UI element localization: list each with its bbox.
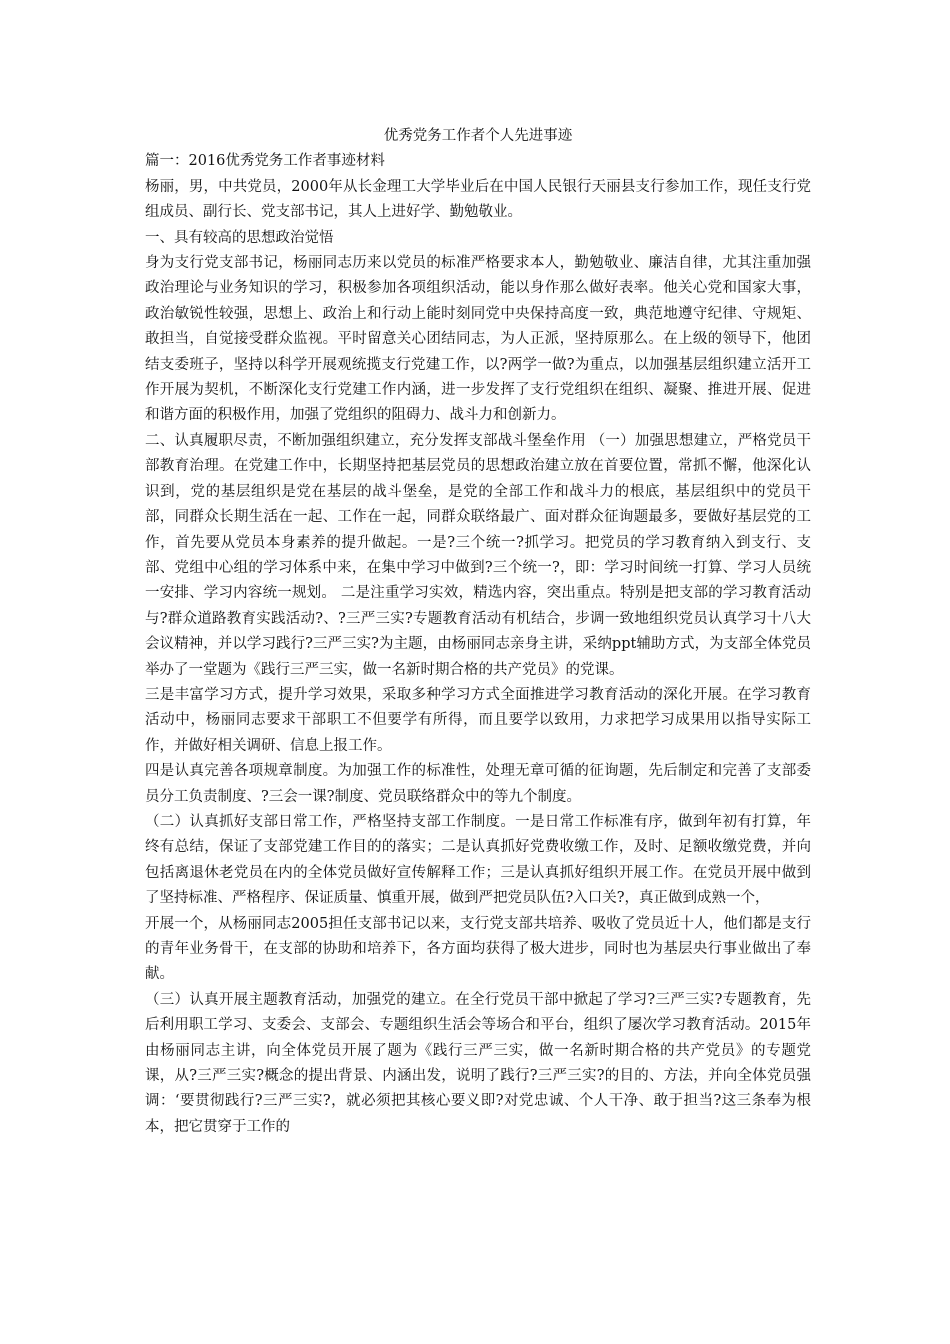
paragraph: 身为支行党支部书记，杨丽同志历来以党员的标准严格要求本人，勤勉敬业、廉洁自律，尤其注重加强政治理论与业务知识的学习，积极参加各项组织活动，能以身作那么做好表率。他关心党和国家大事，政治敏锐性较强，思想上、政治上和行动上能时刻同党中央保持高度一致，典范地遵守纪律、守规矩、敢担当，自觉接受群众监视。平时留意关心团结同志，为人正派，坚持原那么。在上级的领导下，他团结支委班子，坚持以科学开展观统揽支行党建工作，以?两学一做?为重点，以加强基层组织建立活开工作开展为契机，不断深化支行党建工作内涵，进一步发挥了支行党组织在组织、凝聚、推进开展、促进和谐方面的积极作用，加强了党组织的阻碍力、战斗力和创新力。 xyxy=(145,255,811,424)
paragraph: 四是认真完善各项规章制度。为加强工作的标准性，处理无章可循的征询题，先后制定和完善了支部委员分工负责制度、?三会一课?制度、党员联络群众中的等九个制度。 xyxy=(145,763,811,805)
paragraph: （三）认真开展主题教育活动，加强党的建立。在全行党员干部中掀起了学习?三严三实?专题教育，先后利用职工学习、支委会、支部会、专题组织生活会等场合和平台，组织了屡次学习教育活动。2015年由杨丽同志主讲，向全体党员开展了题为《践行三严三实，做一名新时期合格的共产党员》的专题党课，从?三严三实?概念的提出背景、内涵出发，说明了践行?三严三实?的目的、方法，并向全体党员强调：‘要贯彻践行?三严三实?，就必须把其核心要义即?对党忠诚、个人干净、敢于担当?这三条奉为根本，把它贯穿于工作的 xyxy=(145,991,811,1135)
paragraph: 三是丰富学习方式，提升学习效果，采取多种学习方式全面推进学习教育活动的深化开展。在学习教育活动中，杨丽同志要求干部职工不但要学有所得，而且要学以致用，力求把学习成果用以指导实际工作，并做好相关调研、信息上报工作。 xyxy=(145,686,811,754)
document-title: 优秀党务工作者个人先进事迹 xyxy=(383,128,573,144)
section-heading: 篇一：2016优秀党务工作者事迹材料 xyxy=(145,153,385,170)
paragraph: （二）认真抓好支部日常工作，严格坚持支部工作制度。一是日常工作标准有序，做到年初有打算，年终有总结，保证了支部党建工作目的的落实；二是认真抓好党费收缴工作，及时、足额收缴党费，并向包括离退休老党员在内的全体党员做好宣传解释工作；三是认真抓好组织开展工作。在党员开展中做到了坚持标准、严格程序、保证质量、慎重开展，做到严把党员队伍?入口关?，真正做到成熟一个， xyxy=(145,813,811,907)
document-body xyxy=(145,124,811,1140)
paragraph: 二、认真履职尽责，不断加强组织建立，充分发挥支部战斗堡垒作用 （一）加强思想建立，严格党员干部教育治理。在党建工作中，长期坚持把基层党员的思想政治建立放在首要位置，常抓不懈，他深化认识到，党的基层组织是党在基层的战斗堡垒，是党的全部工作和战斗力的根底，基层组织中的党员干部，同群众长期生活在一起、工作在一起，同群众联络最广、面对群众征询题最多，要做好基层党的工作，首先要从党员本身素养的提升做起。一是?三个统一?抓学习。把党员的学习教育纳入到支行、支部、党组中心组的学习体系中来，在集中学习中做到?三个统一?，即：学习时间统一打算、学习人员统一安排、学习内容统一规划。 二是注重学习实效，精选内容，突出重点。特别是把支部的学习教育活动与?群众道路教育实践活动?、?三严三实?专题教育活动有机结合，步调一致地组织党员认真学习十八大会议精神，并以学习践行?三严三实?为主题，由杨丽同志亲身主讲，采纳ppt辅助方式，为支部全体党员举办了一堂题为《践行三严三实，做一名新时期合格的共产党员》的党课。 xyxy=(145,432,811,678)
paragraph: 杨丽，男，中共党员，2000年从长金理工大学毕业后在中国人民银行天丽县支行参加工作，现任支行党组成员、副行长、党支部书记，其人上进好学、勤勉敬业。 xyxy=(145,178,811,221)
paragraph: 开展一个，从杨丽同志2005担任支部书记以来，支行党支部共培养、吸收了党员近十人，他们都是支行的青年业务骨干，在支部的协助和培养下，各方面均获得了极大进步，同时也为基层央行事业做出了奉献。 xyxy=(145,915,811,983)
section-heading: 一、具有较高的思想政治觉悟 xyxy=(145,229,334,246)
